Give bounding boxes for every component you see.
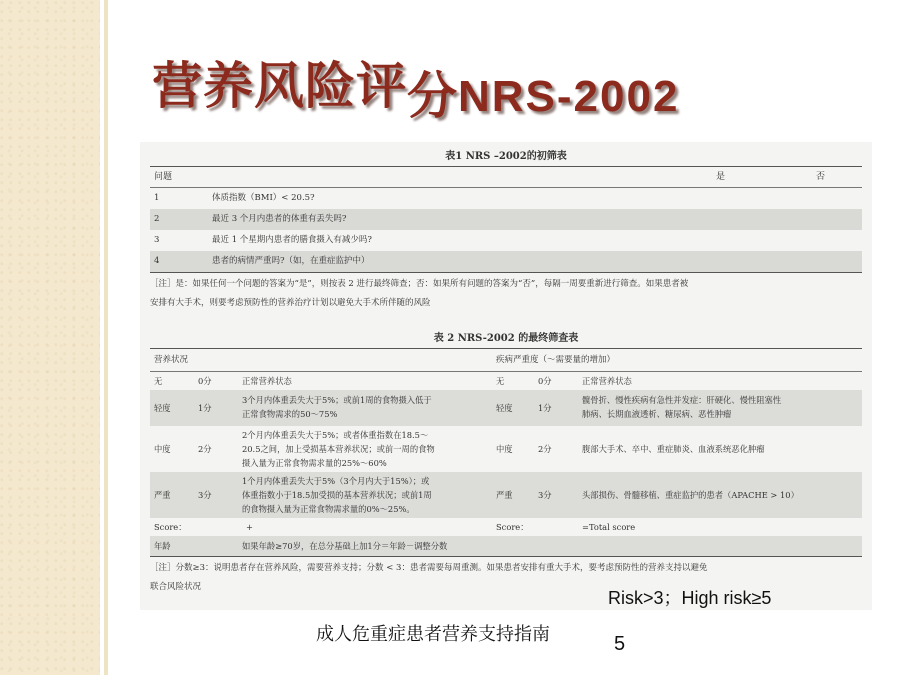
table2-score-row xyxy=(150,518,862,536)
nutrition-score: 2分 xyxy=(198,444,212,454)
row-number: 1 xyxy=(154,193,160,203)
header-no: 否 xyxy=(816,172,826,182)
disease-level: 轻度 xyxy=(496,403,513,413)
title-chinese-fen: 分 xyxy=(407,67,458,125)
disease-level: 严重 xyxy=(496,490,513,500)
table2-row xyxy=(150,372,862,390)
scanned-table-image xyxy=(140,142,872,610)
table1-row xyxy=(150,188,862,209)
row-question: 体质指数（BMI）< 20.5? xyxy=(212,193,315,203)
disease-desc: 腹部大手术、卒中、重症肺炎、血液系统恶化肿瘤 xyxy=(582,444,765,454)
disease-score: 0分 xyxy=(538,376,552,386)
row-number: 4 xyxy=(154,256,160,266)
nutrition-level: 无 xyxy=(154,376,163,386)
nutrition-desc: 正常营养状态 xyxy=(242,376,292,386)
row-question: 最近 3 个月内患者的体重有丢失吗? xyxy=(212,214,347,224)
header-disease: 疾病严重度（～需要量的增加） xyxy=(496,355,616,365)
table2-row xyxy=(150,390,862,426)
table1-row xyxy=(150,251,862,272)
disease-level: 无 xyxy=(496,376,505,386)
disease-desc: 正常营养状态 xyxy=(582,376,632,386)
note-line: 安排有大手术，则要考虑预防性的营养治疗计划以避免大手术所伴随的风险 xyxy=(150,298,431,308)
table2 xyxy=(150,330,862,597)
table2-row xyxy=(150,426,862,472)
disease-desc: 肺病、长期血液透析、糖尿病、恶性肿瘤 xyxy=(582,409,732,419)
nutrition-level: 轻度 xyxy=(154,403,171,413)
table2-age-row xyxy=(150,536,862,556)
table1-row xyxy=(150,230,862,251)
note-line: ［注］分数≥3：说明患者存在营养风险，需要营养支持；分数 < 3：患者需要每周重测。如果患者安排有重大手术，要考虑预防性的营养支持以避免 xyxy=(150,563,708,573)
nutrition-desc: 的食物摄入量为正常食物需求量的0%～25%。 xyxy=(242,504,415,514)
decorative-left-band xyxy=(0,0,100,675)
row-question: 患者的病情严重吗?（如，在重症监护中） xyxy=(212,256,370,266)
nutrition-desc: 2个月内体重丢失大于5%；或者体重指数在18.5～ xyxy=(242,430,429,440)
disease-level: 中度 xyxy=(496,444,513,454)
nutrition-score: 3分 xyxy=(198,490,212,500)
nutrition-score: 0分 xyxy=(198,376,212,386)
decorative-stripe xyxy=(104,0,108,675)
table2-caption: 表 2 NRS-2002 的最终筛查表 xyxy=(433,333,579,344)
disease-score: 3分 xyxy=(538,490,552,500)
nutrition-desc: 摄入量为正常食物需求量的25%～60% xyxy=(242,458,387,468)
risk-threshold-text: Risk>3；High risk≥5 xyxy=(608,588,772,608)
nutrition-desc: 20.5之间，加上受损基本营养状况；或前一周的食物 xyxy=(242,444,435,454)
disease-score: 1分 xyxy=(538,403,552,413)
table2-row xyxy=(150,472,862,518)
note-line: ［注］是：如果任何一个问题的答案为“是”，则按表 2 进行最终筛查；否：如果所有问题的答案为“否”，每隔一周要重新进行筛查。如果患者被 xyxy=(150,279,689,289)
nutrition-level: 严重 xyxy=(154,490,171,500)
slide-title xyxy=(152,46,679,126)
total-score: =Total score xyxy=(582,522,636,532)
score-label: Score： xyxy=(496,522,529,532)
age-label: 年龄 xyxy=(154,541,171,551)
nutrition-desc: 体重指数小于18.5加受损的基本营养状况；或前1周 xyxy=(242,490,432,500)
table1 xyxy=(150,148,862,313)
nutrition-desc: 1个月内体重丢失大于5%（3个月内大于15%）；或 xyxy=(242,476,430,486)
table1-row xyxy=(150,209,862,230)
disease-desc: 头部损伤、骨髓移植、重症监护的患者（APACHE > 10） xyxy=(582,490,799,500)
table1-note xyxy=(150,273,862,313)
row-number: 2 xyxy=(154,214,160,224)
row-number: 3 xyxy=(154,235,160,245)
nutrition-desc: 3个月内体重丢失大于5%；或前1周的食物摄入低于 xyxy=(242,395,432,405)
title-latin: NRS-2002 xyxy=(458,72,680,121)
disease-score: 2分 xyxy=(538,444,552,454)
header-yes: 是 xyxy=(716,172,726,182)
nutrition-score: 1分 xyxy=(198,403,212,413)
nutrition-desc: 正常食物需求的50～75% xyxy=(242,409,338,419)
note-line: 联合风险状况 xyxy=(150,582,202,592)
score-label: Score： xyxy=(154,522,187,532)
score-plus: + xyxy=(246,522,253,532)
footer-source: 成人危重症患者营养支持指南 xyxy=(316,624,550,645)
header-nutrition: 营养状况 xyxy=(154,355,189,365)
row-question: 最近 1 个星期内患者的膳食摄入有减少吗? xyxy=(212,235,372,245)
table1-header xyxy=(150,166,862,188)
page-number: 5 xyxy=(614,633,626,655)
age-adjustment: 如果年龄≥70岁，在总分基础上加1分＝年龄－调整分数 xyxy=(242,541,448,551)
table2-header xyxy=(150,348,862,372)
table1-caption: 表1 NRS –2002的初筛表 xyxy=(445,151,567,162)
title-chinese: 营养风险评 xyxy=(152,57,407,115)
header-question: 问题 xyxy=(154,172,173,182)
nutrition-level: 中度 xyxy=(154,444,171,454)
disease-desc: 髋骨折、慢性疾病有急性并发症：肝硬化、慢性阻塞性 xyxy=(582,395,782,405)
